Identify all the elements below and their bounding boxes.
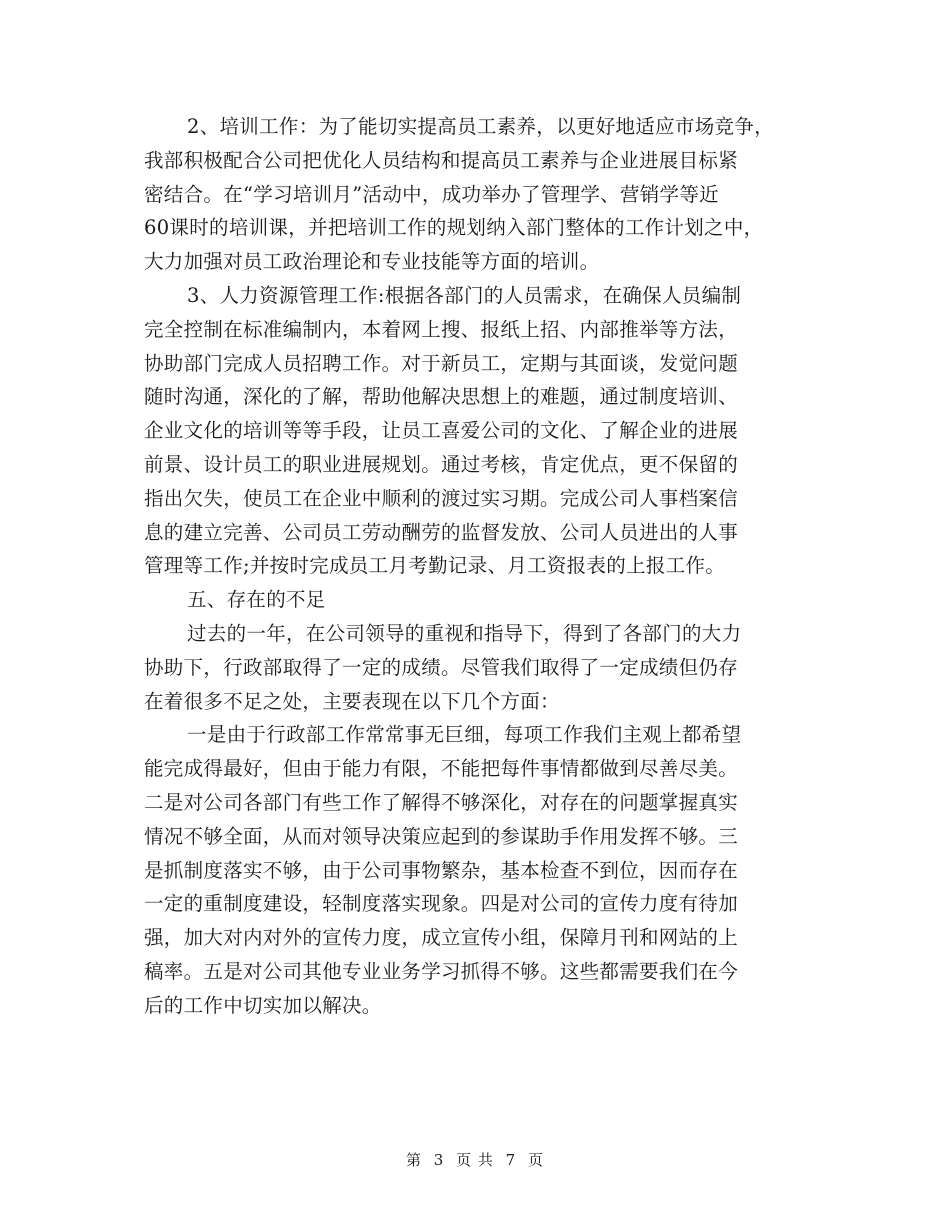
footer-suffix: 页: [528, 1151, 545, 1169]
text-line: 情况不够全面，从而对领导决策应起到的参谋助手作用发挥不够。三: [144, 824, 739, 848]
text-line: 完全控制在标准编制内，本着网上搜、报纸上招、内部推举等方法，: [144, 317, 739, 341]
footer-total-pages: 7: [505, 1151, 517, 1169]
text-line: 前景、设计员工的职业进展规划。通过考核，肯定优点，更不保留的: [144, 452, 739, 476]
text-line: 过去的一年，在公司领导的重视和指导下，得到了各部门的大力: [187, 621, 742, 645]
text-line: 能完成得最好，但由于能力有限，不能把每件事情都做到尽善尽美。: [144, 757, 739, 781]
text-line: 后的工作中切实加以解决。: [144, 993, 382, 1017]
text-line: 五、存在的不足: [187, 588, 326, 612]
text-line: 协助部门完成人员招聘工作。对于新员工，定期与其面谈，发觉问题: [144, 351, 739, 375]
footer-prefix: 第: [405, 1151, 422, 1169]
text-line: 强，加大对内对外的宣传力度，成立宣传小组，保障月刊和网站的上: [144, 926, 739, 950]
footer-page-number: 3: [433, 1151, 445, 1169]
text-line: 企业文化的培训等等手段，让员工喜爱公司的文化、了解企业的进展: [144, 419, 739, 443]
text-line: 一是由于行政部工作常常事无巨细，每项工作我们主观上都希望: [187, 723, 742, 747]
text-line: 一定的重制度建设，轻制度落实现象。四是对公司的宣传力度有待加: [144, 892, 739, 916]
text-line: 大力加强对员工政治理论和专业技能等方面的培训。: [144, 250, 600, 274]
text-line: 息的建立完善、公司员工劳动酬劳的监督发放、公司人员进出的人事: [144, 520, 739, 544]
document-body: [144, 110, 834, 1023]
text-line: 2、培训工作：为了能切实提高员工素养，以更好地适应市场竞争，: [187, 115, 774, 138]
text-line: 协助下，行政部取得了一定的成绩。尽管我们取得了一定成绩但仍存: [144, 655, 739, 679]
text-line: 密结合。在“学习培训月”活动中，成功举办了管理学、营销学等近: [144, 182, 719, 206]
text-line: 稿率。五是对公司其他专业业务学习抓得不够。这些都需要我们在今: [144, 959, 739, 983]
page-footer: [0, 1150, 950, 1170]
text-line: 3、人力资源管理工作:根据各部门的人员需求，在确保人员编制: [187, 283, 742, 307]
text-line: 是抓制度落实不够，由于公司事物繁杂，基本检查不到位，因而存在: [144, 858, 739, 882]
text-line: 60课时的培训课，并把培训工作的规划纳入部门整体的工作计划之中，: [144, 216, 764, 240]
text-line: 在着很多不足之处，主要表现在以下几个方面：: [144, 689, 560, 713]
text-line: 管理等工作;并按时完成员工月考勤记录、月工资报表的上报工作。: [144, 554, 726, 578]
text-line: 二是对公司各部门有些工作了解得不够深化，对存在的问题掌握真实: [144, 790, 739, 814]
text-line: 我部积极配合公司把优化人员结构和提高员工素养与企业进展目标紧: [144, 148, 739, 172]
footer-middle: 页 共: [456, 1151, 494, 1169]
text-line: 指出欠失，使员工在企业中顺利的渡过实习期。完成公司人事档案信: [144, 486, 739, 510]
text-line: 随时沟通，深化的了解，帮助他解决思想上的难题，通过制度培训、: [144, 385, 739, 409]
